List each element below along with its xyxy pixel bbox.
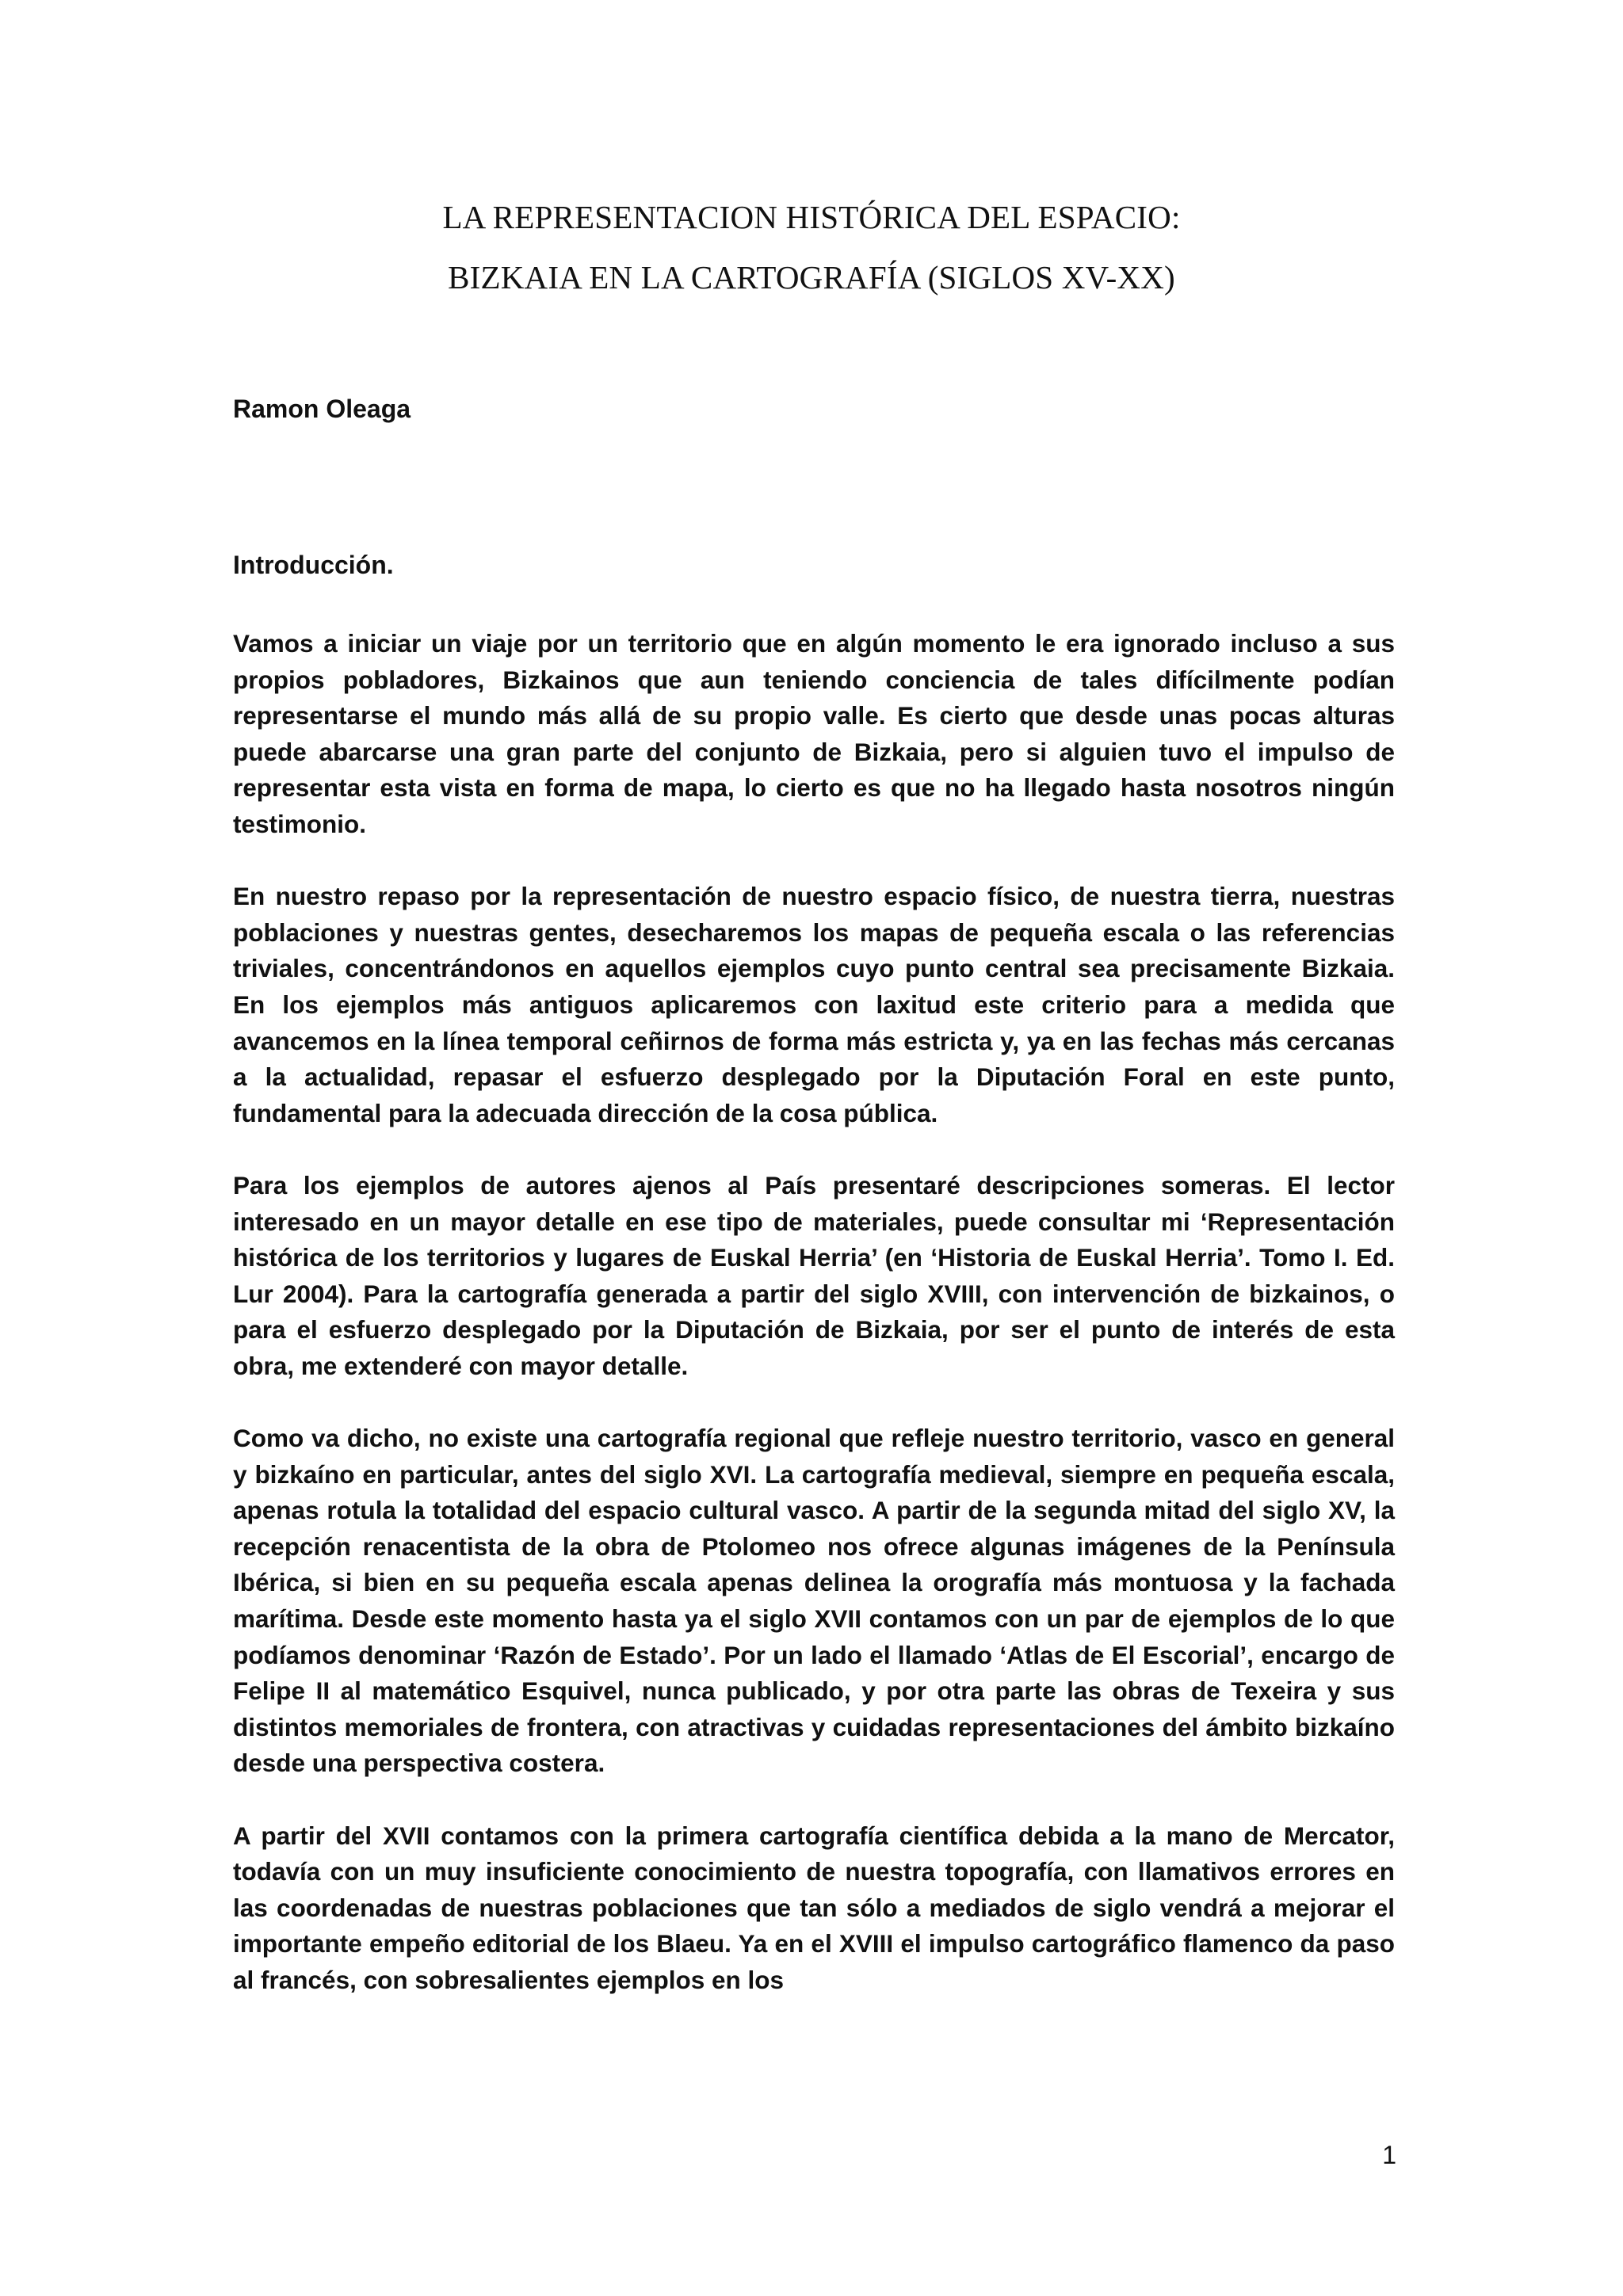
paragraph: En nuestro repaso por la representación de nuestro espacio físico, de nuestra tierra, nuestras poblaciones y nuestras gentes, desecharemos los mapas de pequeña escala o las referencias triviales, concentrándonos en aquellos ejemplos cuyo punto central sea precisamente Bizkaia. En los ejemplos más antiguos aplicaremos con laxitud este criterio para a medida que avancemos en la línea temporal ceñirnos de forma más estricta y, ya en las fechas más cercanas a la actualidad, repasar el esfuerzo desplegado por la Diputación Foral en este punto, fundamental para la adecuada dirección de la cosa pública. [233, 882, 1395, 1127]
section-heading: Introducción. [233, 551, 394, 579]
paragraph: Vamos a iniciar un viaje por un territorio que en algún momento le era ignorado incluso a sus propios pobladores, Bizkainos que aun teniendo conciencia de tales difícilmente podían representarse el mundo más allá de su propio valle. Es cierto que desde unas pocas alturas puede abarcarse una gran parte del conjunto de Bizkaia, pero si alguien tuvo el impulso de representar esta vista en forma de mapa, lo cierto es que no ha llegado hasta nosotros ningún testimonio. [233, 629, 1395, 838]
paragraph: A partir del XVII contamos con la primera cartografía científica debida a la mano de Mercator, todavía con un muy insuficiente conocimiento de nuestra topografía, con llamativos errores en las coordenadas de nuestras poblaciones que tan sólo a mediados de siglo vendrá a mejorar el importante empeño editorial de los Blaeu. Ya en el XVIII el impulso cartográfico flamenco da paso al francés, con sobresalientes ejemplos en los [233, 1821, 1395, 1994]
body-text [233, 626, 1395, 2035]
paragraph: Para los ejemplos de autores ajenos al País presentaré descripciones someras. El lector interesado en un mayor detalle en ese tipo de materiales, puede consultar mi ‘Representación histórica de los territorios y lugares de Euskal Herria’ (en ‘Historia de Euskal Herria’. Tomo I. Ed. Lur 2004). Para la cartografía generada a partir del siglo XVIII, con intervención de bizkainos, o para el esfuerzo desplegado por la Diputación de Bizkaia, por ser el punto de interés de esta obra, me extenderé con mayor detalle. [233, 1170, 1395, 1380]
page-number: 1 [1382, 2141, 1396, 2169]
author-name: Ramon Oleaga [233, 395, 411, 423]
title-line-2: BIZKAIA EN LA CARTOGRAFÍA (SIGLOS XV-XX) [448, 259, 1175, 296]
paragraph: Como va dicho, no existe una cartografía regional que refleje nuestro territorio, vasco en general y bizkaíno en particular, antes del siglo XVI. La cartografía medieval, siempre en pequeña escala, apenas rotula la totalidad del espacio cultural vasco. A partir de la segunda mitad del siglo XV, la recepción renacentista de la obra de Ptolomeo nos ofrece algunas imágenes de la Península Ibérica, si bien en su pequeña escala apenas delinea la orografía más montuosa y la fachada marítima. Desde este momento hasta ya el siglo XVII contamos con un par de ejemplos de lo que podíamos denominar ‘Razón de Estado’. Por un lado el llamado ‘Atlas de El Escorial’, encargo de Felipe II al matemático Esquivel, nunca publicado, y por otra parte las obras de Texeira y sus distintos memoriales de frontera, con atractivas y cuidadas representaciones del ámbito bizkaíno desde una perspectiva costera. [233, 1424, 1395, 1778]
title-line-1: LA REPRESENTACION HISTÓRICA DEL ESPACIO: [442, 199, 1181, 235]
